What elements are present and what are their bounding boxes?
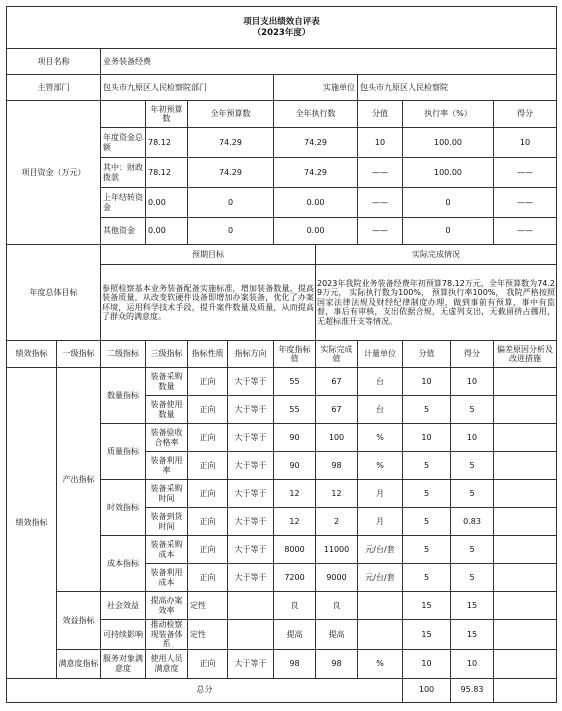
actual-cell: 98 [316, 649, 358, 678]
hdr-level2: 二级指标 [101, 341, 146, 368]
reason-cell [494, 620, 557, 650]
table-title [7, 7, 557, 49]
score-cell: 5 [451, 396, 494, 424]
hdr-direction: 指标方向 [228, 341, 274, 368]
social-label: 社会效益 [101, 592, 146, 620]
funds-row-value: —— [358, 218, 403, 245]
project-name-label: 项目名称 [7, 49, 101, 75]
weight-cell: 5 [403, 480, 451, 508]
score-cell: 10 [451, 368, 494, 396]
funds-row-value: 10 [358, 128, 403, 158]
weight-cell: 15 [403, 620, 451, 650]
unit-label: 实施单位 [274, 75, 358, 101]
nature-cell: 正向 [188, 649, 228, 678]
unit-cell: 台 [358, 396, 403, 424]
reason-cell [494, 368, 557, 396]
funds-header-initial: 年初预算数 [146, 101, 188, 128]
level3-cell: 装备利用率 [146, 452, 188, 480]
funds-label: 项目资金（万元） [7, 101, 101, 245]
target-cell: 90 [274, 452, 316, 480]
nature-cell: 正向 [188, 564, 228, 592]
weight-cell: 5 [403, 564, 451, 592]
weight-cell: 5 [403, 536, 451, 564]
qty-label: 数量指标 [101, 368, 146, 424]
service-label: 服务对象满意度 [101, 649, 146, 678]
target-cell: 7200 [274, 564, 316, 592]
target-cell: 55 [274, 396, 316, 424]
weight-cell: 10 [403, 424, 451, 452]
total-reason [494, 678, 557, 702]
direction-cell: 大于等于 [228, 536, 274, 564]
funds-header-rate: 执行率（%） [403, 101, 494, 128]
funds-row-rate: 0 [403, 218, 494, 245]
reason-cell [494, 564, 557, 592]
hdr-target: 年度指标值 [274, 341, 316, 368]
target-cell: 55 [274, 368, 316, 396]
funds-row-value: —— [358, 188, 403, 218]
funds-header-value: 分值 [358, 101, 403, 128]
hdr-score: 得分 [451, 341, 494, 368]
funds-row-executed: 0.00 [274, 188, 358, 218]
reason-cell [494, 452, 557, 480]
unit-cell [358, 620, 403, 650]
expected-goal-header: 预期目标 [101, 245, 316, 265]
target-cell: 12 [274, 508, 316, 536]
reason-cell [494, 649, 557, 678]
funds-row-initial: 78.12 [146, 128, 188, 158]
funds-row-annual: 74.29 [188, 128, 274, 158]
nature-cell: 正向 [188, 452, 228, 480]
reason-cell [494, 396, 557, 424]
cost-label: 成本指标 [101, 536, 146, 592]
score-cell: 15 [451, 620, 494, 650]
weight-cell: 5 [403, 452, 451, 480]
total-weight: 100 [403, 678, 451, 702]
quality-label: 质量指标 [101, 424, 146, 480]
reason-cell [494, 480, 557, 508]
actual-cell: 67 [316, 396, 358, 424]
funds-row-rate: 100.00 [403, 158, 494, 188]
score-cell: 0.83 [451, 508, 494, 536]
nature-cell: 正向 [188, 368, 228, 396]
score-cell: 5 [451, 480, 494, 508]
level3-cell: 提高办案效率 [146, 592, 188, 620]
performance-evaluation-table [6, 6, 557, 703]
title-text: 项目支出绩效自评表 [243, 16, 320, 27]
satisfaction-label: 满意度指标 [57, 649, 101, 678]
funds-row-score: 10 [494, 128, 557, 158]
target-cell: 提高 [274, 620, 316, 650]
total-row [7, 678, 557, 702]
unit-cell: 元/台/套 [358, 564, 403, 592]
funds-header-score: 得分 [494, 101, 557, 128]
level3-cell: 装备采购成本 [146, 536, 188, 564]
actual-cell: 9000 [316, 564, 358, 592]
level3-cell: 装备到货时间 [146, 508, 188, 536]
nature-cell: 正向 [188, 396, 228, 424]
score-cell: 5 [451, 536, 494, 564]
unit-cell: % [358, 424, 403, 452]
target-cell: 90 [274, 424, 316, 452]
actual-cell: 67 [316, 368, 358, 396]
reason-cell [494, 424, 557, 452]
reason-cell [494, 592, 557, 620]
weight-cell: 5 [403, 508, 451, 536]
funds-row-score: —— [494, 218, 557, 245]
actual-completion-text: 2023年我院业务装备经费年初预算78.12万元，全年预算数为74.29万元， 实际执行数为100%， 预算执行率100%， 我院严格按照国家法律法规及财经纪律制度办理，做到事前有预算，事中有监督，事后有审核，支出依据合规，无虚列支出，无截留挤占挪用，无超标准开支等情况。 [316, 265, 557, 341]
nature-cell: 定性 [188, 592, 228, 620]
direction-cell: 大于等于 [228, 452, 274, 480]
target-cell: 98 [274, 649, 316, 678]
funds-row-executed: 74.29 [274, 158, 358, 188]
funds-row-initial: 78.12 [146, 158, 188, 188]
direction-cell: 大于等于 [228, 508, 274, 536]
funds-row-value: —— [358, 158, 403, 188]
actual-cell: 98 [316, 452, 358, 480]
indicator-row [7, 649, 557, 678]
funds-row-label: 其中：财政拨款 [101, 158, 146, 188]
funds-row-score: —— [494, 188, 557, 218]
dept-value: 包头市九原区人民检察院部门 [101, 75, 274, 101]
target-cell: 12 [274, 480, 316, 508]
score-cell: 10 [451, 424, 494, 452]
indicator-row [7, 368, 557, 396]
actual-cell: 100 [316, 424, 358, 452]
nature-cell: 正向 [188, 424, 228, 452]
unit-cell [358, 592, 403, 620]
hdr-perf: 绩效指标 [7, 341, 57, 368]
goals-label: 年度总体目标 [7, 245, 101, 341]
funds-row-initial: 0.00 [146, 188, 188, 218]
target-cell: 8000 [274, 536, 316, 564]
actual-completion-header: 实际完成情况 [316, 245, 557, 265]
actual-cell: 12 [316, 480, 358, 508]
funds-row-executed: 74.29 [274, 128, 358, 158]
funds-row-annual: 74.29 [188, 158, 274, 188]
funds-row-annual: 0 [188, 218, 274, 245]
hdr-reason: 偏差原因分析及改进措施 [494, 341, 557, 368]
weight-cell: 15 [403, 592, 451, 620]
level3-cell: 装备使用数量 [146, 396, 188, 424]
level3-cell: 装备利用成本 [146, 564, 188, 592]
benefit-label: 效益指标 [57, 592, 101, 650]
actual-cell: 良 [316, 592, 358, 620]
hdr-unit: 计量单位 [358, 341, 403, 368]
direction-cell: 大于等于 [228, 368, 274, 396]
level3-cell: 使用人员满意度 [146, 649, 188, 678]
nature-cell: 定性 [188, 620, 228, 650]
direction-cell: 大于等于 [228, 649, 274, 678]
total-score: 95.83 [451, 678, 494, 702]
funds-row-rate: 100.00 [403, 128, 494, 158]
weight-cell: 10 [403, 649, 451, 678]
funds-header-annual: 全年预算数 [188, 101, 274, 128]
sustain-label: 可持续影响 [101, 620, 146, 650]
hdr-weight: 分值 [403, 341, 451, 368]
title-year: （2023年度） [252, 27, 311, 38]
direction-cell: 大于等于 [228, 396, 274, 424]
funds-header-blank [101, 101, 146, 128]
hdr-actual: 实际完成值 [316, 341, 358, 368]
actual-cell: 提高 [316, 620, 358, 650]
actual-cell: 11000 [316, 536, 358, 564]
time-label: 时效指标 [101, 480, 146, 536]
direction-cell [228, 620, 274, 650]
funds-row-annual: 0 [188, 188, 274, 218]
target-cell: 良 [274, 592, 316, 620]
actual-cell: 2 [316, 508, 358, 536]
direction-cell: 大于等于 [228, 424, 274, 452]
hdr-level3: 三级指标 [146, 341, 188, 368]
hdr-nature: 指标性质 [188, 341, 228, 368]
funds-row-label: 上年结转资金 [101, 188, 146, 218]
funds-row-initial: 0.00 [146, 218, 188, 245]
funds-row-score: —— [494, 158, 557, 188]
unit-cell: 台 [358, 368, 403, 396]
direction-cell [228, 592, 274, 620]
nature-cell: 正向 [188, 480, 228, 508]
funds-header-executed: 全年执行数 [274, 101, 358, 128]
unit-cell: 月 [358, 508, 403, 536]
perf-label: 绩效指标 [7, 368, 57, 679]
score-cell: 5 [451, 564, 494, 592]
nature-cell: 正向 [188, 508, 228, 536]
unit-value: 包头市九原区人民检察院 [358, 75, 557, 101]
unit-cell: 月 [358, 480, 403, 508]
unit-cell: % [358, 649, 403, 678]
funds-row-executed: 0.00 [274, 218, 358, 245]
direction-cell: 大于等于 [228, 480, 274, 508]
indicator-row [7, 592, 557, 620]
level3-cell: 推动检察现装备体系 [146, 620, 188, 650]
project-name-value: 业务装备经费 [101, 49, 557, 75]
dept-label: 主管部门 [7, 75, 101, 101]
reason-cell [494, 536, 557, 564]
unit-cell: 元/台/套 [358, 536, 403, 564]
hdr-level1: 一级指标 [57, 341, 101, 368]
funds-row-label: 其他资金 [101, 218, 146, 245]
weight-cell: 5 [403, 396, 451, 424]
weight-cell: 10 [403, 368, 451, 396]
unit-cell: % [358, 452, 403, 480]
score-cell: 5 [451, 452, 494, 480]
level3-cell: 装备采购数量 [146, 368, 188, 396]
output-label: 产出指标 [57, 368, 101, 592]
nature-cell: 正向 [188, 536, 228, 564]
score-cell: 10 [451, 649, 494, 678]
funds-row-rate: 0 [403, 188, 494, 218]
level3-cell: 装备采购时间 [146, 480, 188, 508]
direction-cell: 大于等于 [228, 564, 274, 592]
funds-row-label: 年度资金总额 [101, 128, 146, 158]
reason-cell [494, 508, 557, 536]
expected-goal-text: 参照检察基本业务装备配备实施标准，增加装备数量，提高装备质量，从改变软硬件设备即增加办案装备，优化了办案环境，运用科学技术手段，提升案件数量及质量，从而提高了群众的满意度。 [101, 265, 316, 341]
level3-cell: 装备验收合格率 [146, 424, 188, 452]
total-label: 总分 [7, 678, 403, 702]
score-cell: 15 [451, 592, 494, 620]
